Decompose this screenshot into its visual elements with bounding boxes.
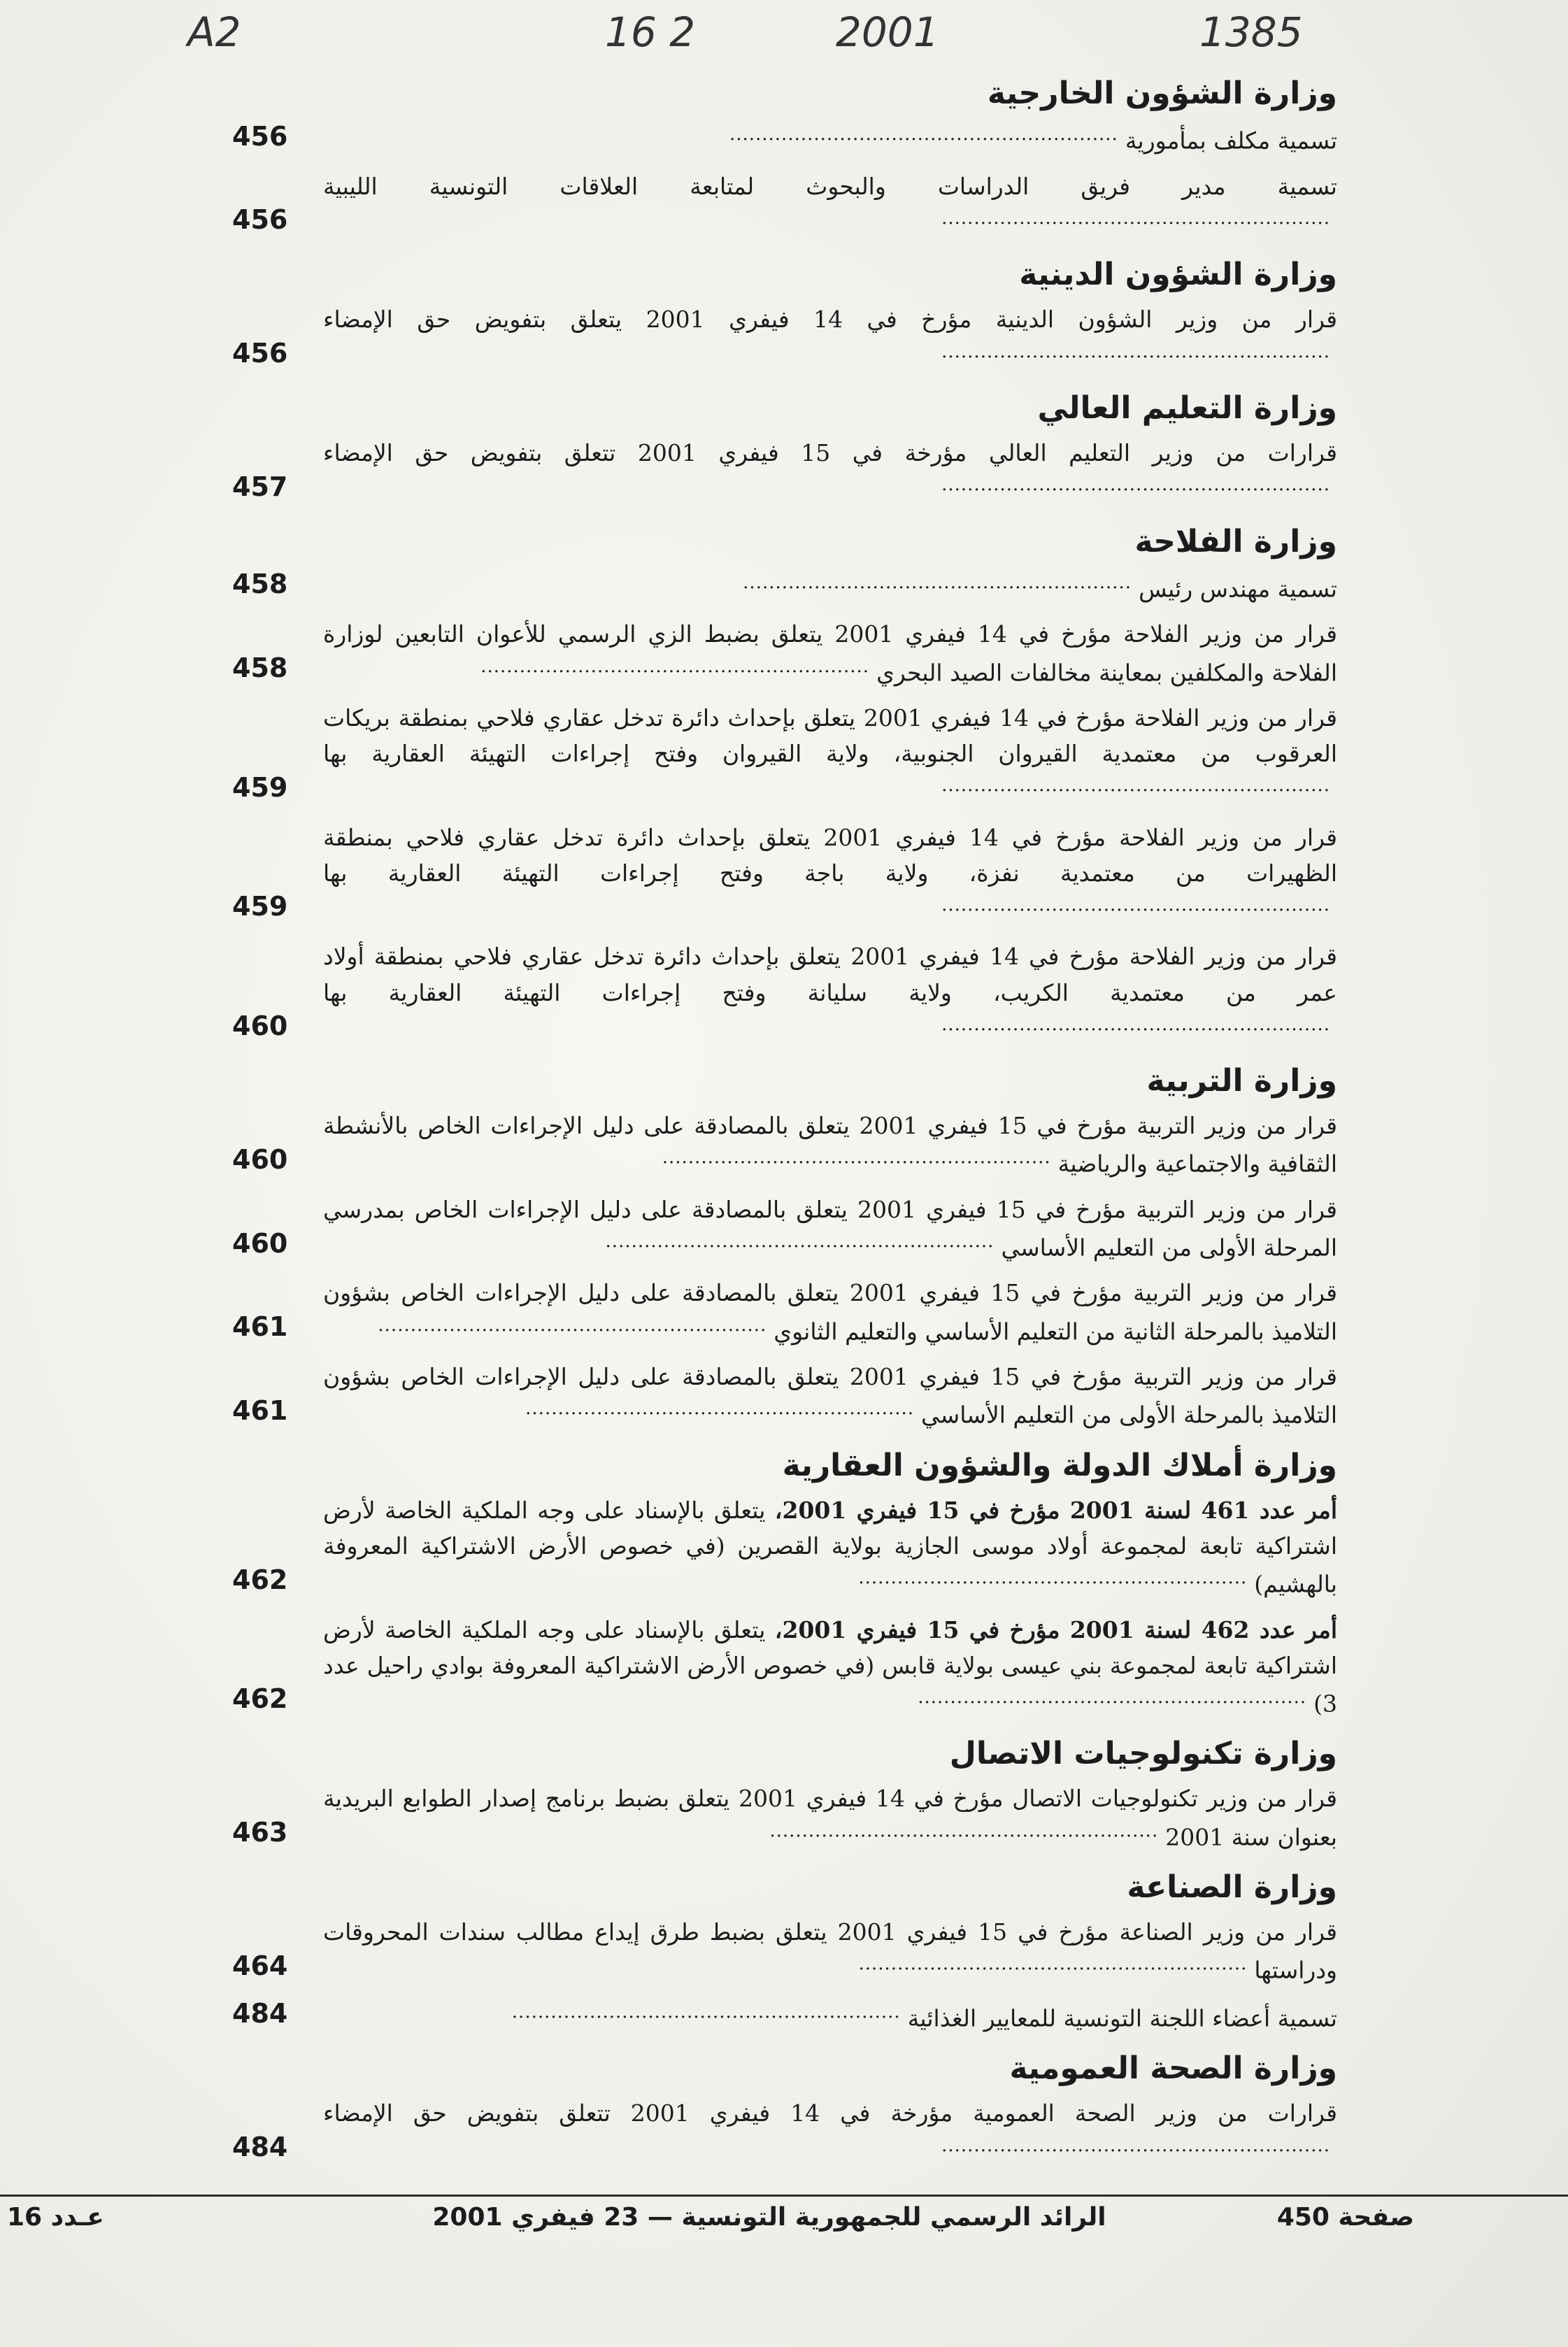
toc-entry <box>232 120 1337 158</box>
leader-dots: ............................................................ <box>743 571 1132 593</box>
entry-page-number: 460 <box>232 1143 288 1175</box>
toc-entry <box>232 700 1337 810</box>
leader-dots: ............................................................ <box>662 1147 1051 1169</box>
entry-text: يتعلق بالإسناد على وجه الملكية الخاصة لأرض اشتراكية تابعة لمجموعة بني عيسى بولاية قابس (في خصوص الأرض الاشتراكية المعروفة بوادي راحيل عدد 3) <box>323 1615 1337 1718</box>
entry-page-number: 460 <box>232 1011 288 1042</box>
entry-page-number: 463 <box>232 1817 288 1848</box>
footer-publication-title: الرائد الرسمي للجمهورية التونسية — 23 فيفري 2001 <box>432 2203 1106 2232</box>
entry-page-number: 458 <box>232 652 288 684</box>
entry-text: تسمية مكلف بمأمورية <box>1125 127 1337 155</box>
entry-text: قرار من وزير الشؤون الدينية مؤرخ في 14 فيفري 2001 يتعلق بتفويض حق الإمضاء <box>323 306 1337 334</box>
toc-entry <box>232 169 1337 243</box>
handwritten-mark: 1385 <box>1199 8 1303 56</box>
toc-entry <box>232 2095 1337 2169</box>
leader-dots: ............................................................ <box>480 655 870 677</box>
toc-entry <box>232 1612 1337 1722</box>
leader-dots: ............................................................ <box>941 341 1330 362</box>
section-title: وزارة الصناعة <box>1127 1869 1337 1905</box>
leader-dots: ............................................................ <box>941 775 1330 797</box>
entry-page-number: 461 <box>232 1394 288 1426</box>
toc-entry <box>232 569 1337 606</box>
section-title: وزارة الشؤون الخارجية <box>987 76 1337 111</box>
entry-text: قرار من وزير التربية مؤرخ في 15 فيفري 2001 يتعلق بالمصادقة على دليل الإجراءات الخاص بشؤون التلاميذ بالمرحلة الثانية من التعليم الأساسي والتعليم الثانوي <box>323 1279 1337 1345</box>
toc-entry <box>232 1998 1337 2036</box>
entry-text: قرارات من وزير التعليم العالي مؤرخة في 15 فيفري 2001 تتعلق بتفويض حق الإمضاء <box>323 439 1337 467</box>
toc-entry <box>232 616 1337 690</box>
toc-entry <box>232 1275 1337 1349</box>
leader-dots: ............................................................ <box>511 2001 901 2023</box>
handwritten-mark: 16 2 <box>605 8 696 56</box>
entry-text: تسمية مدير فريق الدراسات والبحوث لمتابعة العلاقات التونسية الليبية <box>323 172 1337 200</box>
leader-dots: ............................................................ <box>605 1231 995 1252</box>
toc-entry <box>232 301 1337 376</box>
entry-page-number: 459 <box>232 771 288 803</box>
leader-dots: ............................................................ <box>858 1567 1248 1589</box>
toc-entry <box>232 435 1337 509</box>
section-title: وزارة الفلاحة <box>1134 523 1337 559</box>
entry-text: قرار من وزير الفلاحة مؤرخ في 14 فيفري 2001 يتعلق بإحداث دائرة تدخل عقاري فلاحي بمنطقة الظهيرات من معتمدية نفزة، ولاية باجة وفتح إجراءات التهيئة العقارية بها <box>323 823 1338 887</box>
entry-text: قرار من وزير الفلاحة مؤرخ في 14 فيفري 2001 يتعلق بإحداث دائرة تدخل عقاري فلاحي بمنطقة أولاد عمر من معتمدية الكريب، ولاية سليانة وفتح إجراءات التهيئة العقارية بها <box>323 943 1338 1006</box>
leader-dots: ............................................................ <box>941 474 1330 496</box>
section-title: وزارة التعليم العالي <box>1037 390 1337 426</box>
leader-dots: ............................................................ <box>941 2134 1330 2156</box>
entry-text: يتعلق بالإسناد على وجه الملكية الخاصة لأرض اشتراكية تابعة لمجموعة أولاد موسى الجازية بولاية القصرين (في خصوص الأرض الاشتراكية المعروفة بالهشيم) <box>323 1496 1337 1598</box>
toc-entry <box>232 1359 1337 1433</box>
leader-dots: ............................................................ <box>525 1398 915 1420</box>
toc-entry <box>232 1914 1337 1988</box>
entry-text: قرار من وزير تكنولوجيات الاتصال مؤرخ في 14 فيفري 2001 يتعلق بضبط برنامج إصدار الطوابع البريدية بعنوان سنة 2001 <box>323 1785 1338 1850</box>
entry-page-number: 462 <box>232 1683 288 1715</box>
section-title: وزارة الشؤون الدينية <box>1019 257 1337 293</box>
toc-entry <box>232 939 1337 1048</box>
entry-text: قرار من وزير الفلاحة مؤرخ في 14 فيفري 2001 يتعلق بضبط الزي الرسمي للأعوان التابعين لوزارة الفلاحة والمكلفين بمعاينة مخالفات الصيد البحري <box>323 620 1338 686</box>
entry-text: تسمية أعضاء اللجنة التونسية للمعايير الغذائية <box>907 2004 1337 2032</box>
section-title: وزارة تكنولوجيات الاتصال <box>949 1736 1337 1772</box>
table-of-contents <box>232 73 1337 2179</box>
entry-lead: أمر عدد 461 لسنة 2001 مؤرخ في 15 فيفري 2001، <box>774 1496 1337 1524</box>
footer-page-number: صفحة 450 <box>1276 2203 1414 2232</box>
section-title: وزارة الصحة العمومية <box>1009 2050 1337 2087</box>
toc-entry <box>232 1492 1337 1602</box>
leader-dots: ............................................................ <box>918 1686 1307 1708</box>
footer-issue-number: عـدد 16 <box>7 2203 104 2232</box>
entry-page-number: 456 <box>232 204 288 236</box>
entry-page-number: 461 <box>232 1311 288 1343</box>
toc-entry <box>232 1781 1337 1855</box>
entry-page-number: 484 <box>232 1998 288 2029</box>
entry-text: قرار من وزير الفلاحة مؤرخ في 14 فيفري 2001 يتعلق بإحداث دائرة تدخل عقاري فلاحي بمنطقة بريكات العرقوب من معتمدية القيروان الجنوبية، ولاية القيروان وفتح إجراءات التهيئة العقارية بها <box>323 704 1337 768</box>
entry-page-number: 460 <box>232 1227 288 1259</box>
entry-page-number: 484 <box>232 2132 288 2163</box>
handwritten-mark: 2001 <box>836 8 939 56</box>
leader-dots: ............................................................ <box>769 1820 1159 1841</box>
entry-text: قرارات من وزير الصحة العمومية مؤرخة في 14 فيفري 2001 تتعلق بتفويض حق الإمضاء <box>323 2099 1337 2127</box>
leader-dots: ............................................................ <box>378 1314 767 1336</box>
entry-page-number: 456 <box>232 120 288 152</box>
toc-entry <box>232 1192 1337 1266</box>
section-title: وزارة التربية <box>1146 1063 1337 1099</box>
entry-text: قرار من وزير التربية مؤرخ في 15 فيفري 2001 يتعلق بالمصادقة على دليل الإجراءات الخاص بالأنشطة الثقافية والاجتماعية والرياضية <box>323 1112 1337 1178</box>
entry-page-number: 464 <box>232 1950 288 1981</box>
leader-dots: ............................................................ <box>941 1013 1330 1035</box>
entry-page-number: 462 <box>232 1564 288 1595</box>
leader-dots: ............................................................ <box>941 894 1330 915</box>
section-title: وزارة أملاك الدولة والشؤون العقارية <box>782 1447 1337 1483</box>
footer-divider <box>0 2195 1568 2197</box>
entry-page-number: 456 <box>232 338 288 369</box>
leader-dots: ............................................................ <box>941 207 1330 229</box>
entry-lead: أمر عدد 462 لسنة 2001 مؤرخ في 15 فيفري 2001، <box>774 1615 1337 1643</box>
handwritten-mark: A2 <box>187 8 241 56</box>
leader-dots: ............................................................ <box>858 1953 1248 1975</box>
entry-text: قرار من وزير التربية مؤرخ في 15 فيفري 2001 يتعلق بالمصادقة على دليل الإجراءات الخاص بشؤون التلاميذ بالمرحلة الأولى من التعليم الأساسي <box>323 1363 1337 1429</box>
entry-text: تسمية مهندس رئيس <box>1139 575 1337 603</box>
entry-text: قرار من وزير الصناعة مؤرخ في 15 فيفري 2001 يتعلق بضبط طرق إيداع مطالب سندات المحروقات ودراستها <box>323 1918 1338 1984</box>
entry-page-number: 457 <box>232 471 288 502</box>
page-footer <box>0 2203 1568 2252</box>
toc-entry <box>232 1108 1337 1182</box>
toc-entry <box>232 820 1337 929</box>
entry-text: قرار من وزير التربية مؤرخ في 15 فيفري 2001 يتعلق بالمصادقة على دليل الإجراءات الخاص بمدرسي المرحلة الأولى من التعليم الأساسي <box>323 1195 1338 1262</box>
entry-page-number: 458 <box>232 569 288 600</box>
leader-dots: ............................................................ <box>729 124 1118 145</box>
entry-page-number: 459 <box>232 891 288 922</box>
